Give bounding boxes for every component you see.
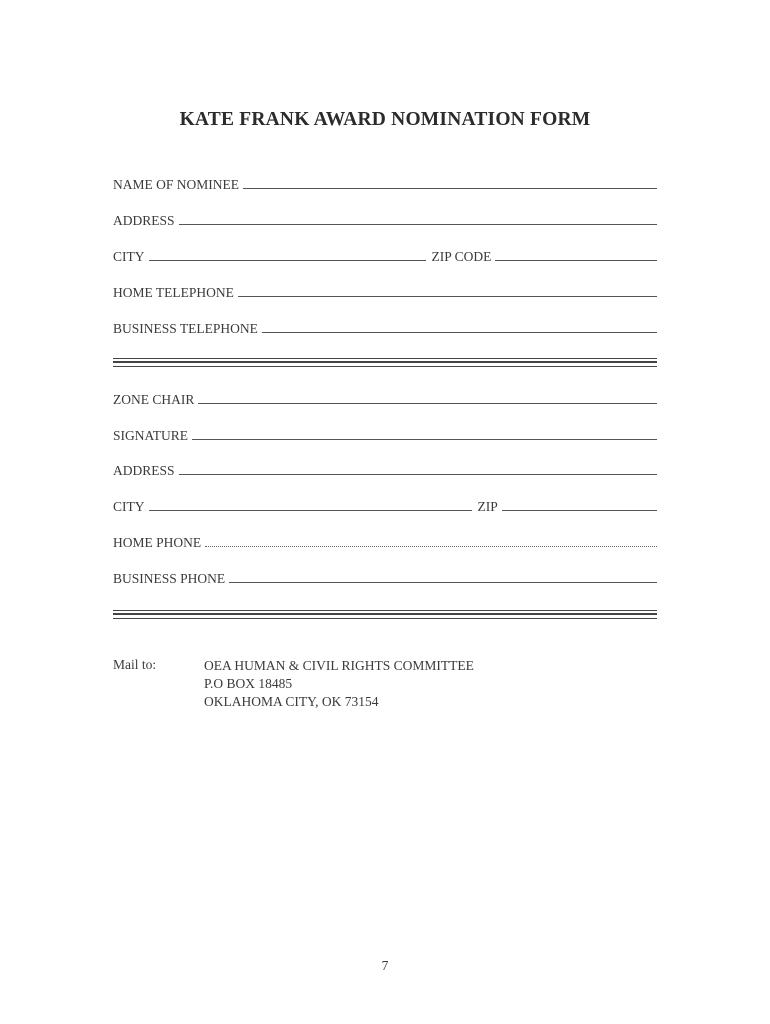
zone-zip-line[interactable] <box>502 509 657 511</box>
nominee-business-telephone-line[interactable] <box>262 331 657 333</box>
nominee-zip-label: ZIP CODE <box>431 249 492 264</box>
nominee-home-telephone-line[interactable] <box>238 295 657 297</box>
nominee-address-line[interactable] <box>179 223 657 225</box>
nominee-name-line[interactable] <box>243 187 657 189</box>
zone-home-phone-label: HOME PHONE <box>113 535 202 550</box>
zone-city-line[interactable] <box>149 509 472 511</box>
signature-field[interactable] <box>113 423 657 443</box>
nominee-home-telephone-label: HOME TELEPHONE <box>113 285 234 300</box>
nominee-zip-line[interactable] <box>495 259 657 261</box>
zone-address-label: ADDRESS <box>113 463 175 478</box>
zone-home-phone-field[interactable] <box>113 530 657 550</box>
zone-chair-field[interactable] <box>113 387 657 407</box>
zone-business-phone-label: BUSINESS PHONE <box>113 571 226 586</box>
nominee-city-zip-field[interactable] <box>113 244 657 264</box>
nominee-city-label: CITY <box>113 249 145 264</box>
mail-to-label: Mail to: <box>113 657 157 672</box>
nominee-name-field[interactable] <box>113 172 657 192</box>
nominee-home-telephone-field[interactable] <box>113 280 657 300</box>
page-number: 7 <box>381 958 389 973</box>
zone-city-zip-field[interactable] <box>113 494 657 514</box>
section-divider <box>113 358 657 368</box>
nominee-address-label: ADDRESS <box>113 213 175 228</box>
zone-zip-label: ZIP <box>477 499 498 514</box>
signature-line[interactable] <box>192 438 657 440</box>
section-divider <box>113 610 657 620</box>
form-title: KATE FRANK AWARD NOMINATION FORM <box>179 109 591 130</box>
zone-business-phone-field[interactable] <box>113 566 657 586</box>
zone-chair-label: ZONE CHAIR <box>113 392 195 407</box>
mailing-address <box>204 657 474 711</box>
nominee-city-line[interactable] <box>149 259 426 261</box>
zone-address-field[interactable] <box>113 458 657 478</box>
mailing-address-line: OKLAHOMA CITY, OK 73154 <box>204 694 379 709</box>
signature-label: SIGNATURE <box>113 428 189 443</box>
mailing-address-line: P.O BOX 18485 <box>204 676 293 691</box>
nominee-business-telephone-label: BUSINESS TELEPHONE <box>113 321 258 336</box>
zone-chair-line[interactable] <box>198 402 657 404</box>
zone-home-phone-line[interactable] <box>205 545 657 547</box>
nominee-business-telephone-field[interactable] <box>113 316 657 336</box>
zone-address-line[interactable] <box>179 473 657 475</box>
zone-business-phone-line[interactable] <box>229 581 657 583</box>
nominee-name-label: NAME OF NOMINEE <box>113 177 239 192</box>
mailing-address-line: OEA HUMAN & CIVIL RIGHTS COMMITTEE <box>204 658 474 673</box>
zone-city-label: CITY <box>113 499 145 514</box>
nominee-address-field[interactable] <box>113 208 657 228</box>
